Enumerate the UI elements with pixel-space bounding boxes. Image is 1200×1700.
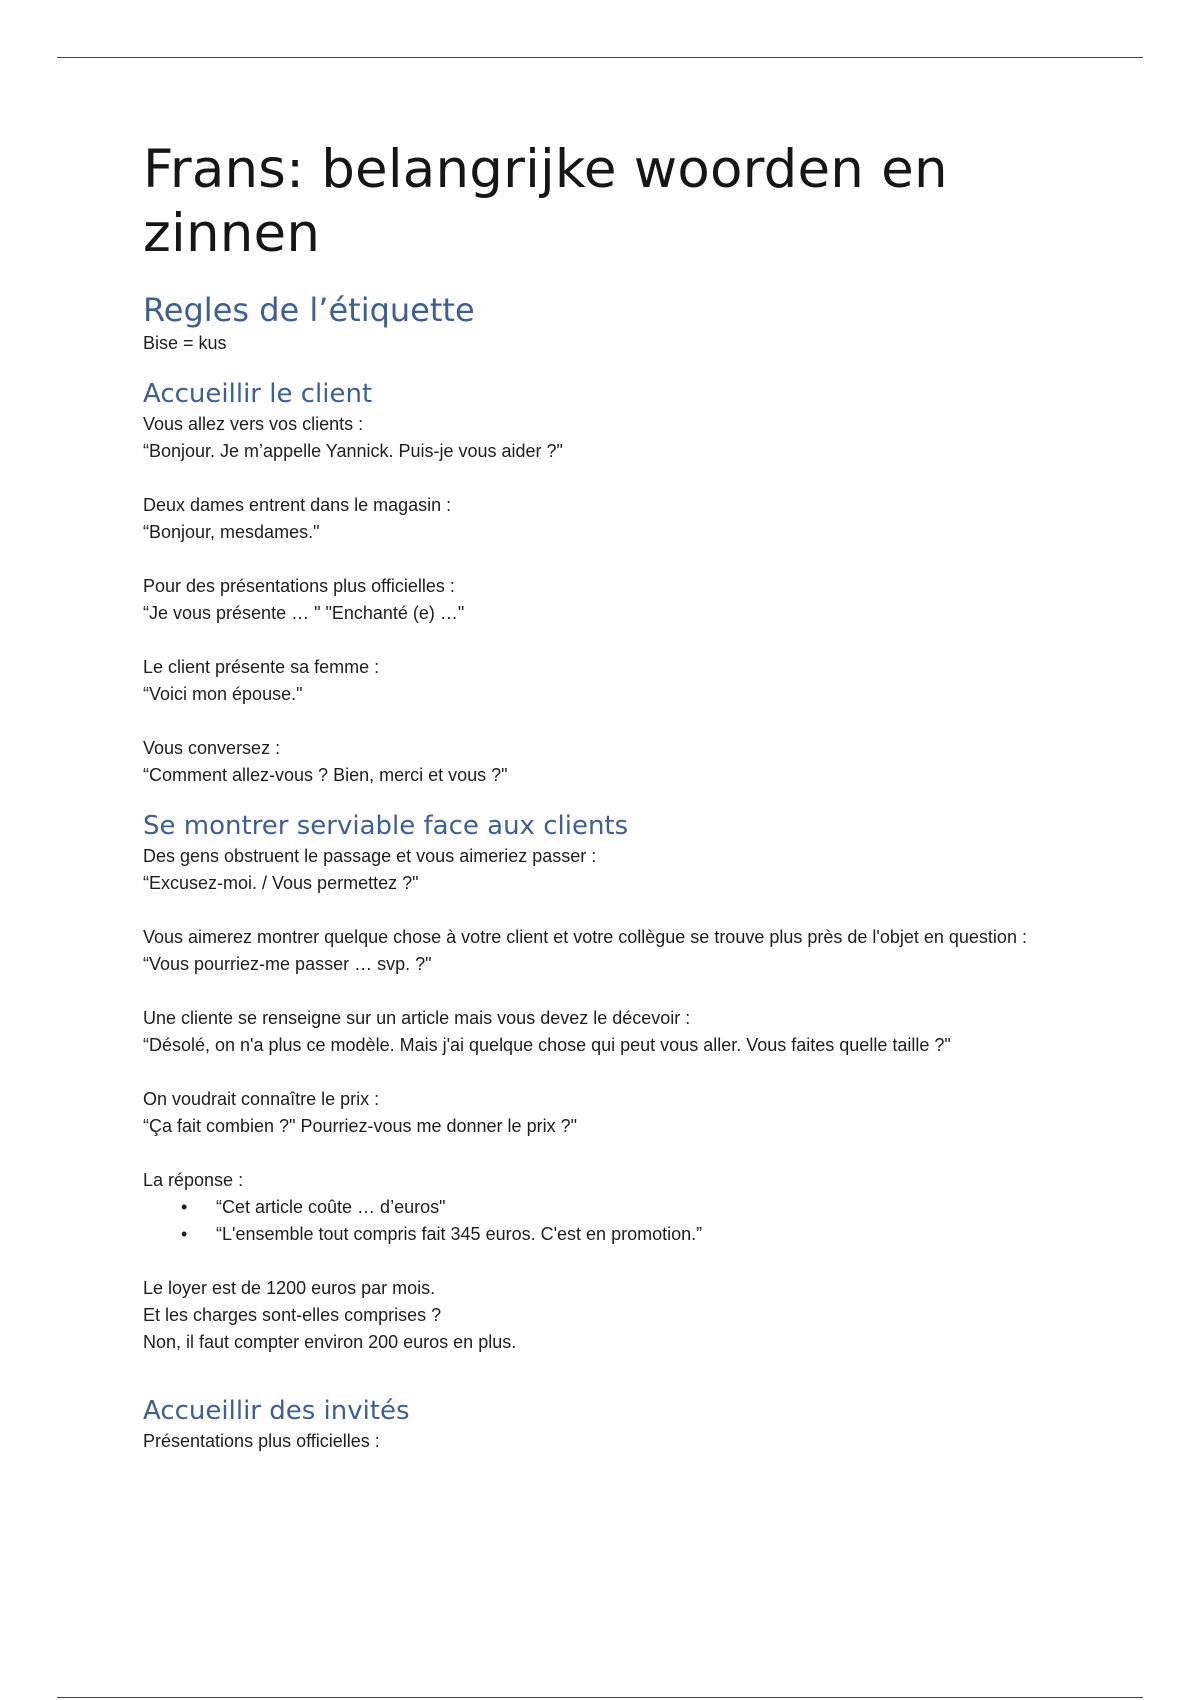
page-bottom-rule [57, 1697, 1143, 1698]
situation-text: Vous aimerez montrer quelque chose à votre client et votre collègue se trouve plus près de l'objet en question : [143, 927, 1027, 947]
rent-block [143, 1275, 1093, 1356]
bullet-glyph: • [181, 1224, 188, 1244]
page-top-rule [57, 57, 1143, 58]
heading-accueillir-invites: Accueillir des invités [143, 1396, 410, 1426]
phrase-text: “Comment allez-vous ? Bien, merci et vous ?" [143, 765, 508, 785]
situation-text: Des gens obstruent le passage et vous aimeriez passer : [143, 846, 597, 866]
list-item-text: “L'ensemble tout compris fait 345 euros. C'est en promotion.” [216, 1224, 703, 1244]
phrase-text: “Je vous présente … " "Enchanté (e) …" [143, 603, 465, 623]
phrase-text: “Bonjour, mesdames." [143, 522, 320, 542]
rent-line: Le loyer est de 1200 euros par mois. [143, 1278, 436, 1298]
situation-text: Deux dames entrent dans le magasin : [143, 495, 452, 515]
phrase-text: “Voici mon épouse." [143, 684, 303, 704]
heading-regles-etiquette: Regles de l’étiquette [143, 291, 475, 329]
phrase-text: “Bonjour. Je m’appelle Yannick. Puis-je vous aider ?" [143, 441, 563, 461]
text-bise: Bise = kus [143, 333, 227, 353]
bullet-glyph: • [181, 1197, 188, 1217]
list-item [143, 1221, 1093, 1248]
paragraph-block [143, 1086, 1093, 1140]
paragraph-block [143, 735, 1093, 789]
paragraph-block [143, 1005, 1093, 1059]
answer-block [143, 1167, 1093, 1248]
phrase-text: “Ça fait combien ?" Pourriez-vous me donner le prix ?" [143, 1116, 577, 1136]
situation-text: Pour des présentations plus officielles : [143, 576, 455, 596]
phrase-text: “Excusez-moi. / Vous permettez ?" [143, 873, 419, 893]
phrase-text: “Désolé, on n'a plus ce modèle. Mais j'ai quelque chose qui peut vous aller. Vous faites quelle taille ?" [143, 1035, 951, 1055]
heading-accueillir-client: Accueillir le client [143, 379, 373, 409]
paragraph-block [143, 924, 1093, 978]
list-item [143, 1194, 1093, 1221]
situation-text: Vous conversez : [143, 738, 281, 758]
text-presentations-officielles: Présentations plus officielles : [143, 1431, 380, 1451]
paragraph-block [143, 654, 1093, 708]
page-title: Frans: belangrijke woorden en zinnen [143, 139, 948, 264]
rent-line: Et les charges sont-elles comprises ? [143, 1305, 442, 1325]
paragraph-block [143, 492, 1093, 546]
heading-se-montrer-serviable: Se montrer serviable face aux clients [143, 811, 629, 841]
answer-list [143, 1194, 1093, 1248]
paragraph-block [143, 843, 1093, 897]
situation-text: Le client présente sa femme : [143, 657, 380, 677]
paragraph-block [143, 411, 1093, 465]
rent-line: Non, il faut compter environ 200 euros en plus. [143, 1332, 517, 1352]
situation-text: Vous allez vers vos clients : [143, 414, 364, 434]
paragraph-block [143, 573, 1093, 627]
situation-text: On voudrait connaître le prix : [143, 1089, 380, 1109]
answer-intro: La réponse : [143, 1170, 244, 1190]
phrase-text: “Vous pourriez-me passer … svp. ?" [143, 954, 432, 974]
list-item-text: “Cet article coûte … d’euros" [216, 1197, 446, 1217]
document-body [143, 138, 1093, 1455]
situation-text: Une cliente se renseigne sur un article mais vous devez le décevoir : [143, 1008, 691, 1028]
